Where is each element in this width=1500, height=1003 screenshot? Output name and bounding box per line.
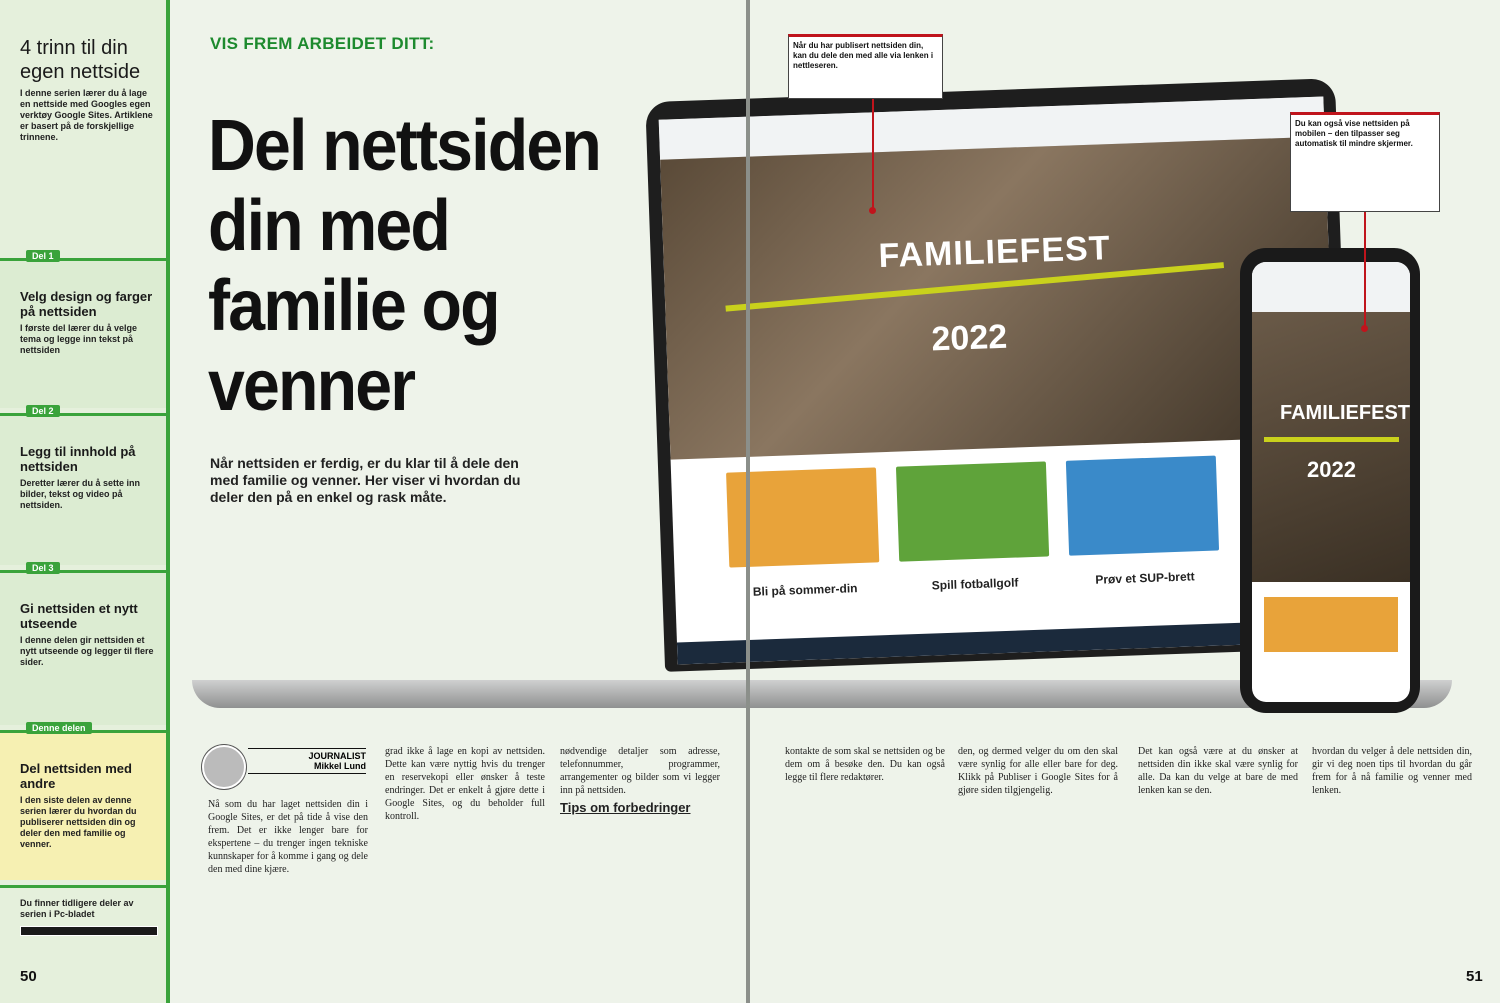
video-thumbnail[interactable] — [1066, 456, 1219, 556]
byline — [248, 748, 366, 774]
page-number-left: 50 — [20, 968, 37, 985]
part-tag: Denne delen — [26, 722, 92, 734]
article-column-3 — [560, 745, 720, 816]
article-column-1: Nå som du har laget nettsiden din i Google Sites, er det på tide å vise den frem. Det er ikke lenger bare for ekspertene – du trenger ingen tekniske kunnskaper for å komme i gang og dele den med dine kjære. — [208, 799, 368, 875]
intro: Når nettsiden er ferdig, er du klar til å dele den med familie og venner. Her viser vi hvordan du deler den på en enkel og rask måte. — [210, 455, 521, 505]
divider-bar — [20, 926, 158, 936]
site-card[interactable] — [896, 461, 1050, 593]
series-title: 4 trinn til din egen nettside — [20, 37, 141, 83]
mobile-video-thumbnail[interactable] — [1264, 597, 1398, 652]
article-column-7: hvordan du velger å dele nettsiden din, gir vi deg noen tips til hvordan du går frem for å nå familie og venner med lenken. — [1312, 746, 1472, 796]
series-part-2 — [0, 406, 166, 565]
callout-pointer — [872, 99, 874, 209]
callout-phone: Du kan også vise nettsiden på mobilen – den tilpasser seg automatisk til mindre skjermer. — [1290, 112, 1440, 212]
part-tag: Del 3 — [26, 562, 60, 574]
article-column-5: den, og dermed velger du om den skal være synlig for alle eller bare for deg. Klikk på Publiser i Google Sites for å gjøre siden tilgjengelig. — [958, 746, 1118, 796]
part-title: Gi nettsiden et nytt utseende — [20, 601, 138, 631]
series-footer-text: Du finner tidligere deler av serien i Pc-bladet — [20, 898, 134, 919]
article-column-4: kontakte de som skal se nettsiden og be dem om å besøke den. Du kan også legge til flere redaktører. — [785, 746, 945, 783]
callout-dot — [1361, 325, 1368, 332]
phone-screen — [1252, 262, 1410, 702]
part-title: Legg til innhold på nettsiden — [20, 444, 136, 474]
card-title: Spill fotballgolf — [931, 575, 1019, 593]
subheading: Tips om forbedringer — [560, 800, 691, 815]
callout-pointer — [1364, 212, 1366, 327]
series-sidebar — [0, 0, 170, 1003]
part-title: Velg design og farger på nettsiden — [20, 289, 153, 319]
article-column-2: grad ikke å lage en kopi av nettsiden. Dette kan være nyttig hvis du trenger en reservekopi eller ønsker å teste endringer. Det er enkelt å gjøre dette i Google Sites, og du beholder full kontroll. — [385, 746, 545, 822]
article-column-6: Det kan også være at du ønsker at nettsiden din ikke skal være synlig for alle. Da kan du velge at bare de med lenken kan se den. — [1138, 746, 1298, 796]
byline-name: Mikkel Lund — [313, 761, 366, 771]
callout-dot — [869, 207, 876, 214]
part-tag: Del 2 — [26, 405, 60, 417]
part-tag: Del 1 — [26, 250, 60, 262]
mobile-highlight-line — [1264, 437, 1399, 442]
site-year: 2022 — [930, 317, 1008, 359]
series-intro — [0, 0, 166, 250]
mobile-site-year: 2022 — [1307, 457, 1356, 482]
part-text: I den siste delen av denne serien lærer du hvordan du publiserer nettsiden din og deler den med familie og venner. — [20, 795, 137, 849]
part-text: I første del lærer du å velge tema og legge inn tekst på nettsiden — [20, 323, 138, 355]
part-text: I denne delen gir nettsiden et nytt utseende og legger til flere sider. — [20, 635, 154, 667]
website-hero — [660, 137, 1335, 460]
callout-laptop: Når du har publisert nettsiden din, kan du dele den med alle via lenken i nettleseren. — [788, 34, 943, 99]
mobile-browser-bar — [1252, 262, 1410, 312]
card-title: Bli på sommer-din — [752, 581, 858, 599]
site-title: FAMILIEFEST — [877, 229, 1112, 276]
series-intro-text: I denne serien lærer du å lage en nettside med Googles egen verktøy Google Sites. Artiklene er basert på de forskjellige trinnene. — [20, 88, 153, 142]
mobile-hero — [1252, 312, 1410, 582]
card-title: Prøv et SUP-brett — [1095, 569, 1195, 587]
page-gutter — [746, 0, 750, 1003]
kicker: VIS FREM ARBEIDET DITT: — [210, 34, 435, 53]
video-thumbnail[interactable] — [896, 461, 1049, 561]
part-text: Deretter lærer du å sette inn bilder, tekst og video på nettsiden. — [20, 478, 141, 510]
series-footer — [0, 885, 166, 945]
mobile-site-title: FAMILIEFEST — [1280, 402, 1410, 424]
series-part-current — [0, 723, 166, 880]
author-avatar — [202, 745, 246, 789]
series-part-1 — [0, 251, 166, 408]
column-text: nødvendige detaljer som adresse, telefonnummer, programmer, arrangementer og bilder som vi legger inn på nettsiden. — [560, 746, 720, 796]
page-number-right: 51 — [1466, 968, 1483, 985]
headline: Del nettsiden din med familie og venner — [208, 106, 600, 426]
series-part-3 — [0, 563, 166, 725]
byline-role: JOURNALIST — [308, 751, 366, 761]
part-title: Del nettsiden med andre — [20, 761, 132, 791]
site-card[interactable] — [1066, 456, 1220, 588]
